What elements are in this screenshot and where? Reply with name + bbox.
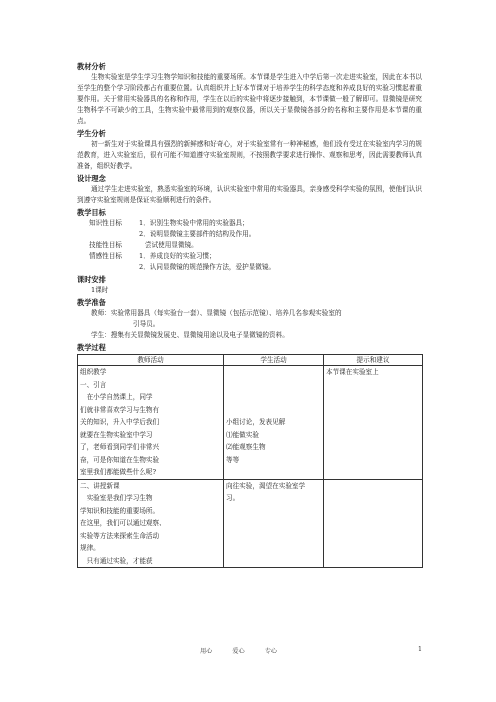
goal-skill-row [77,240,422,251]
goal-emotion-label: 情感性目标 [89,252,122,260]
design-paragraph: 通过学生走进实验室，熟悉实验室的环境，认识实验室中常用的实验器具，亲身感受科学实验的氛围，使他们认识到遵守实验室规则是保证实验顺利进行的条件。 [77,185,422,204]
materials-paragraph: 生物实验室是学生学习生物学知识和技能的重要场所。本节课是学生进入中学后第一次走进实验室，因此在本书以至学生的整个学习阶段都占有重要位置。认真组织并上好本节课对于培养学生的科学态度和养成良好的实验习惯起着重要作用。关于常用实验器具的名称和作用，学生在以后的实验中将逐步接触到，本节课做一般了解即可。显微镜是研究生物科学不可缺少的工具，生物实验中最常用到的观察仪器，所以关于显微镜各部分的名称和主要作用是本节课的重点。 [77,73,422,125]
page-number: 1 [418,646,422,653]
header-student-activity: 学生活动 [224,355,324,366]
lesson-plan-content [77,60,422,568]
row1-student-line: 等等 [226,455,240,464]
goal-emotion-1: 1．养成良好的实验习惯； [139,252,216,260]
section-heading-students: 学生分析 [77,129,106,138]
row2-teacher-line: 学知识和技能的重要场所。 [80,506,160,515]
row1-teacher-line: 关的知识，升入中学后我们 [80,418,160,426]
table-row [78,366,423,480]
row1-teacher-line: 们就非常喜欢学习与生物有 [80,405,160,414]
section-heading-materials: 教材分析 [77,62,106,71]
goal-skill-1: 尝试使用显微镜。 [145,241,198,249]
row1-teacher-line: 一、引言 [80,380,107,389]
prep-teacher-line-cont: 引导员。 [133,320,160,328]
schedule-text: 1课时 [91,286,109,294]
row2-student-line: 习。 [226,494,240,502]
row2-teacher-line: 规律。 [80,544,100,552]
row2-teacher-line: 实验室是我们学习生物 [80,494,153,502]
row2-teacher-line: 二、讲授新课 [80,481,120,490]
section-heading-design: 设计理念 [77,174,106,183]
row1-student-line: 小组讨论，发表见解 [226,418,286,426]
table-row [78,479,423,568]
row2-student-cell [224,479,324,568]
goal-knowledge-1: 1．识别生物实验中常用的实验器具； [139,219,249,227]
header-tips: 提示和建议 [324,355,423,366]
row1-teacher-line: 了，老师看到同学们非常兴 [80,443,160,451]
row2-teacher-line: 在这里，我们可以通过观察、 [80,519,166,527]
section-heading-schedule: 课时安排 [77,275,106,284]
row1-student-line: ⑵能观察生物 [226,443,266,451]
prep-teacher-line: 教师：实验常用器具（每实验台一套）、显微镜（包括示范镜）、培养几名参观实验室的 [91,309,342,317]
goal-skill-label: 技能性目标 [89,241,122,249]
goal-emotion-row [77,251,422,262]
goal-knowledge-2: 2．说明显微镜主要部件的结构及作用。 [139,230,256,238]
row1-tip-cell [324,366,423,480]
footer-motto [200,646,295,655]
row1-teacher-cell [78,366,224,480]
process-table [77,354,423,568]
row1-student-cell [224,366,324,480]
row2-tip-cell [324,479,423,568]
goal-knowledge-label: 知识性目标 [89,219,122,227]
footer-word: 用心 [200,648,213,655]
table-header-row [78,355,423,366]
prep-student-line: 学生：搜集有关显微镜发展史、显微镜用途以及电子显微镜的资料。 [91,331,289,339]
row2-teacher-cell [78,479,224,568]
goal-knowledge-row [77,218,422,229]
footer-word: 爱心 [232,648,245,655]
goal-emotion-2: 2．认同显微镜的规范操作方法，爱护显微镜。 [139,263,276,271]
row2-teacher-line: 实验等方法来探索生命活动 [80,531,160,540]
header-teacher-activity: 教师活动 [78,355,224,366]
row1-student-line: ⑴能做实验 [226,430,259,439]
row1-tip-line: 本节课在实验室上 [326,368,379,376]
footer-word: 专心 [264,648,278,655]
row1-teacher-line: 就要在生物实验室中学习 [80,430,153,439]
row1-teacher-line: 室里我们都能做些什么呢? [80,468,157,476]
row1-teacher-line: 奋，可是你知道在生物实验 [80,455,160,464]
students-paragraph: 初一新生对于实验课具有强烈的新鲜感和好奇心，对于实验室常有一种神秘感，他们没有受过在实验室内学习的规范教育，进入实验室后，很有可能不知道遵守实验室规则，不按照教学要求进行操作、观察和思考，因此需要教师认真准备，组织好教学。 [77,140,422,170]
row2-student-line: 向往实验，渴望在实验室学 [226,481,306,490]
section-heading-goals: 教学目标 [77,208,106,217]
row1-teacher-line: 组织教学 [80,368,107,376]
section-heading-prep: 教学准备 [77,298,106,307]
row2-teacher-line: 只有通过实验，才能获 [80,556,153,565]
section-heading-process: 教学过程 [77,343,106,352]
row1-teacher-line: 在小学自然课上，同学 [80,393,153,401]
